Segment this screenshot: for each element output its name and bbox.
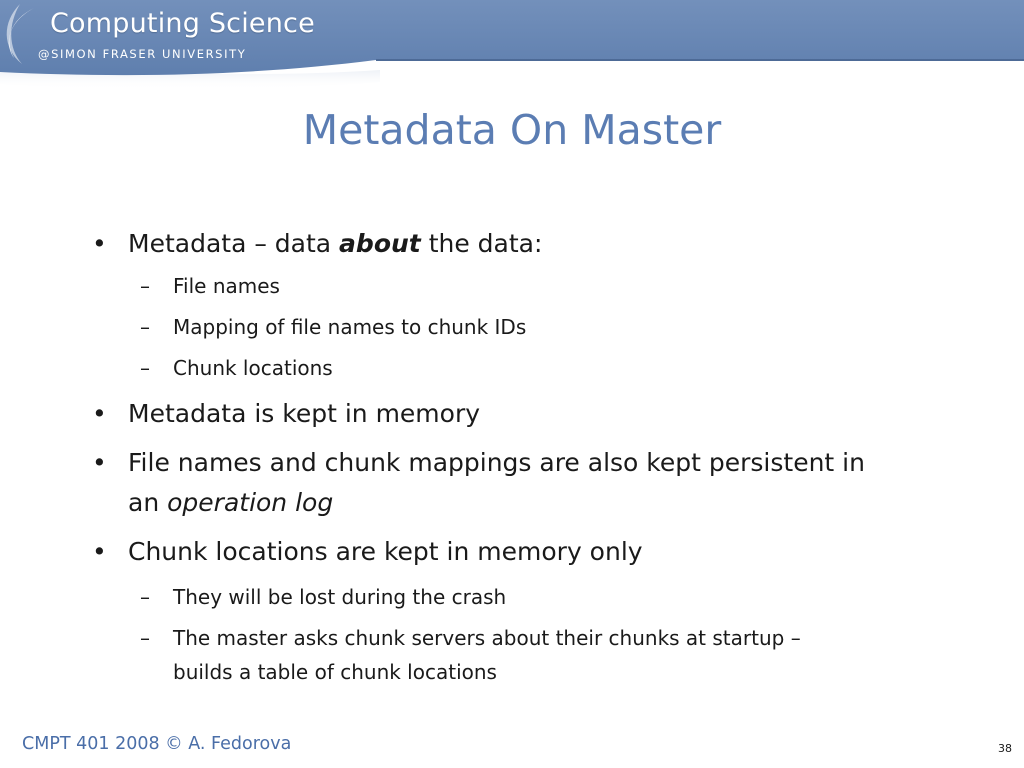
- logo-title: Computing Science: [50, 8, 315, 39]
- emphasis-text: about: [339, 229, 421, 258]
- sub-bullet-file-names: File names: [173, 274, 280, 298]
- sub-bullet-marker: –: [140, 626, 150, 650]
- footer-course-credit: CMPT 401 2008 © A. Fedorova: [22, 734, 292, 754]
- sub-bullet-startup-line1: The master asks chunk servers about their chunks at startup –: [173, 626, 801, 650]
- sub-bullet-marker: –: [140, 585, 150, 609]
- bullet-marker: •: [92, 537, 107, 566]
- bullet-text: Metadata – data: [128, 229, 340, 258]
- bullet-text: an: [128, 488, 168, 517]
- bullet-kept-in-memory: Metadata is kept in memory: [128, 399, 481, 428]
- sub-bullet-mapping: Mapping of file names to chunk IDs: [173, 315, 527, 339]
- sub-bullet-marker: –: [140, 356, 150, 380]
- bullet-persistent-line1: File names and chunk mappings are also kept persistent in: [128, 448, 865, 477]
- sub-bullet-startup-line2: builds a table of chunk locations: [173, 660, 497, 684]
- bullet-memory-only: Chunk locations are kept in memory only: [128, 537, 643, 566]
- bullet-metadata-definition: [128, 224, 542, 264]
- sub-bullet-chunk-locations: Chunk locations: [173, 356, 333, 380]
- sub-bullet-marker: –: [140, 315, 150, 339]
- bullet-text: the data:: [420, 229, 543, 258]
- page-number: 38: [998, 742, 1012, 755]
- bullet-marker: •: [92, 229, 107, 258]
- logo-subtitle: @SIMON FRASER UNIVERSITY: [38, 47, 247, 61]
- sub-bullet-lost-crash: They will be lost during the crash: [173, 585, 507, 609]
- bullet-marker: •: [92, 399, 107, 428]
- emphasis-text: operation log: [167, 488, 334, 517]
- sub-bullet-marker: –: [140, 274, 150, 298]
- bullet-persistent-line2: [128, 483, 333, 523]
- slide-title: Metadata On Master: [302, 106, 722, 154]
- bullet-marker: •: [92, 448, 107, 477]
